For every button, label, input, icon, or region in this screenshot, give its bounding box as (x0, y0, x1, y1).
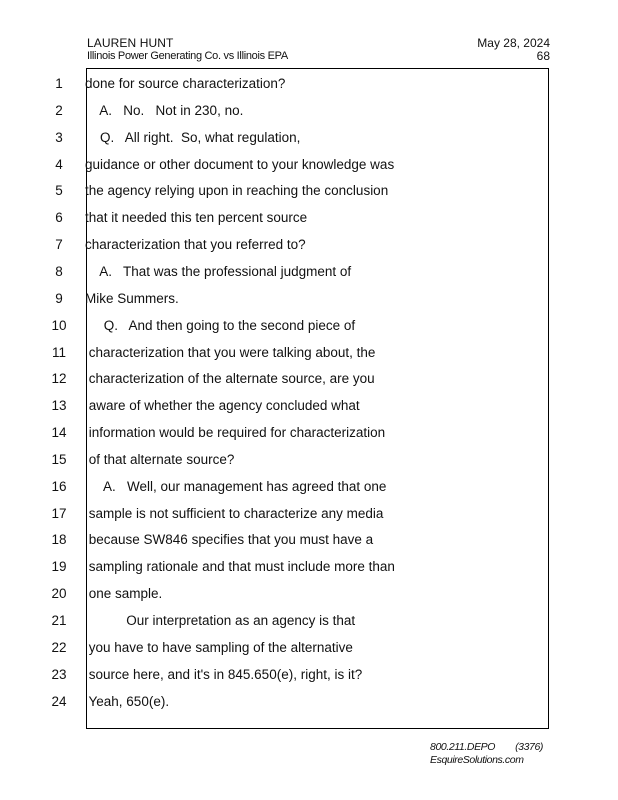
transcript-line (0, 370, 560, 397)
line-number: 5 (55, 183, 63, 199)
transcript-line (0, 263, 560, 290)
line-number: 6 (55, 210, 63, 226)
line-number: 19 (51, 559, 67, 575)
line-text: A. Well, our management has agreed that one (85, 478, 387, 494)
transcript-line (0, 666, 560, 693)
transcript-line (0, 612, 560, 639)
line-text: Mike Summers. (85, 290, 179, 306)
line-number: 24 (51, 693, 67, 709)
transcript-line (0, 585, 560, 612)
transcript-line (0, 209, 560, 236)
line-text: characterization that you were talking about, the (85, 344, 376, 360)
line-text: Our interpretation as an agency is that (85, 613, 356, 628)
line-number: 11 (51, 344, 66, 360)
transcript-line (0, 290, 560, 317)
line-text: aware of whether the agency concluded what (85, 398, 360, 414)
line-text: characterization that you referred to? (85, 237, 306, 253)
transcript-line (0, 693, 560, 720)
line-text: Q. And then going to the second piece of (85, 317, 356, 333)
transcript-line (0, 478, 560, 505)
line-text: Yeah, 650(e). (85, 693, 170, 709)
transcript-line (0, 236, 560, 263)
transcript-line (0, 102, 560, 129)
line-number: 20 (51, 586, 67, 602)
transcript-line (0, 156, 560, 183)
transcript-line (0, 129, 560, 156)
line-number: 1 (55, 76, 63, 91)
line-number: 22 (51, 639, 67, 655)
line-text: because SW846 specifies that you must have a (85, 532, 374, 548)
transcript-line (0, 182, 560, 209)
line-number: 14 (51, 425, 67, 441)
line-text: of that alternate source? (85, 451, 235, 467)
line-text: characterization of the alternate source, are you (85, 371, 375, 387)
transcript-line (0, 397, 560, 424)
line-number: 23 (51, 666, 67, 682)
transcript-line (0, 505, 560, 532)
line-number: 15 (51, 451, 67, 467)
line-text: A. No. Not in 230, no. (85, 102, 244, 118)
transcript-line (0, 424, 560, 451)
line-text: A. That was the professional judgment of (85, 263, 352, 279)
line-number: 2 (55, 102, 63, 118)
line-number: 10 (51, 317, 67, 333)
transcript-line (0, 531, 560, 558)
transcript-line (0, 558, 560, 585)
line-text: you have to have sampling of the alternative (85, 639, 353, 655)
transcript-line (0, 317, 560, 344)
transcript-line (0, 344, 560, 371)
page-header-left (87, 37, 288, 62)
footer-website: EsquireSolutions.com (430, 754, 524, 766)
line-number: 21 (51, 613, 67, 628)
witness-name: LAUREN HUNT (87, 36, 174, 50)
line-number: 7 (55, 237, 63, 253)
line-text: sample is not sufficient to characterize any media (85, 505, 384, 521)
page-number: 68 (536, 49, 550, 63)
line-text: that it needed this ten percent source (85, 210, 308, 226)
footer-phone-code: (3376) (515, 741, 544, 753)
line-number: 17 (51, 505, 67, 521)
page-header-right (477, 37, 550, 62)
transcript-line (0, 75, 560, 102)
line-number: 3 (55, 129, 63, 145)
line-number: 18 (51, 532, 67, 548)
line-text: Q. All right. So, what regulation, (85, 129, 301, 145)
line-text: source here, and it's in 845.650(e), right, is it? (85, 666, 363, 682)
line-number: 12 (51, 371, 67, 387)
page-footer (430, 741, 543, 767)
line-number: 8 (55, 263, 63, 279)
line-number: 13 (51, 398, 67, 414)
line-number: 4 (55, 156, 63, 172)
line-text: one sample. (85, 586, 163, 602)
case-title: Illinois Power Generating Co. vs Illinois EPA (87, 50, 288, 62)
line-text: the agency relying upon in reaching the conclusion (85, 183, 389, 199)
line-text: information would be required for characterization (85, 425, 386, 441)
line-number: 9 (55, 290, 63, 306)
line-number: 16 (51, 478, 67, 494)
line-text: done for source characterization? (85, 76, 286, 91)
line-text: sampling rationale and that must include more than (85, 559, 395, 575)
line-text: guidance or other document to your knowledge was (85, 156, 395, 172)
footer-phone: 800.211.DEPO (430, 741, 496, 753)
transcript-line (0, 639, 560, 666)
deposition-date: May 28, 2024 (477, 36, 550, 50)
transcript-line (0, 451, 560, 478)
